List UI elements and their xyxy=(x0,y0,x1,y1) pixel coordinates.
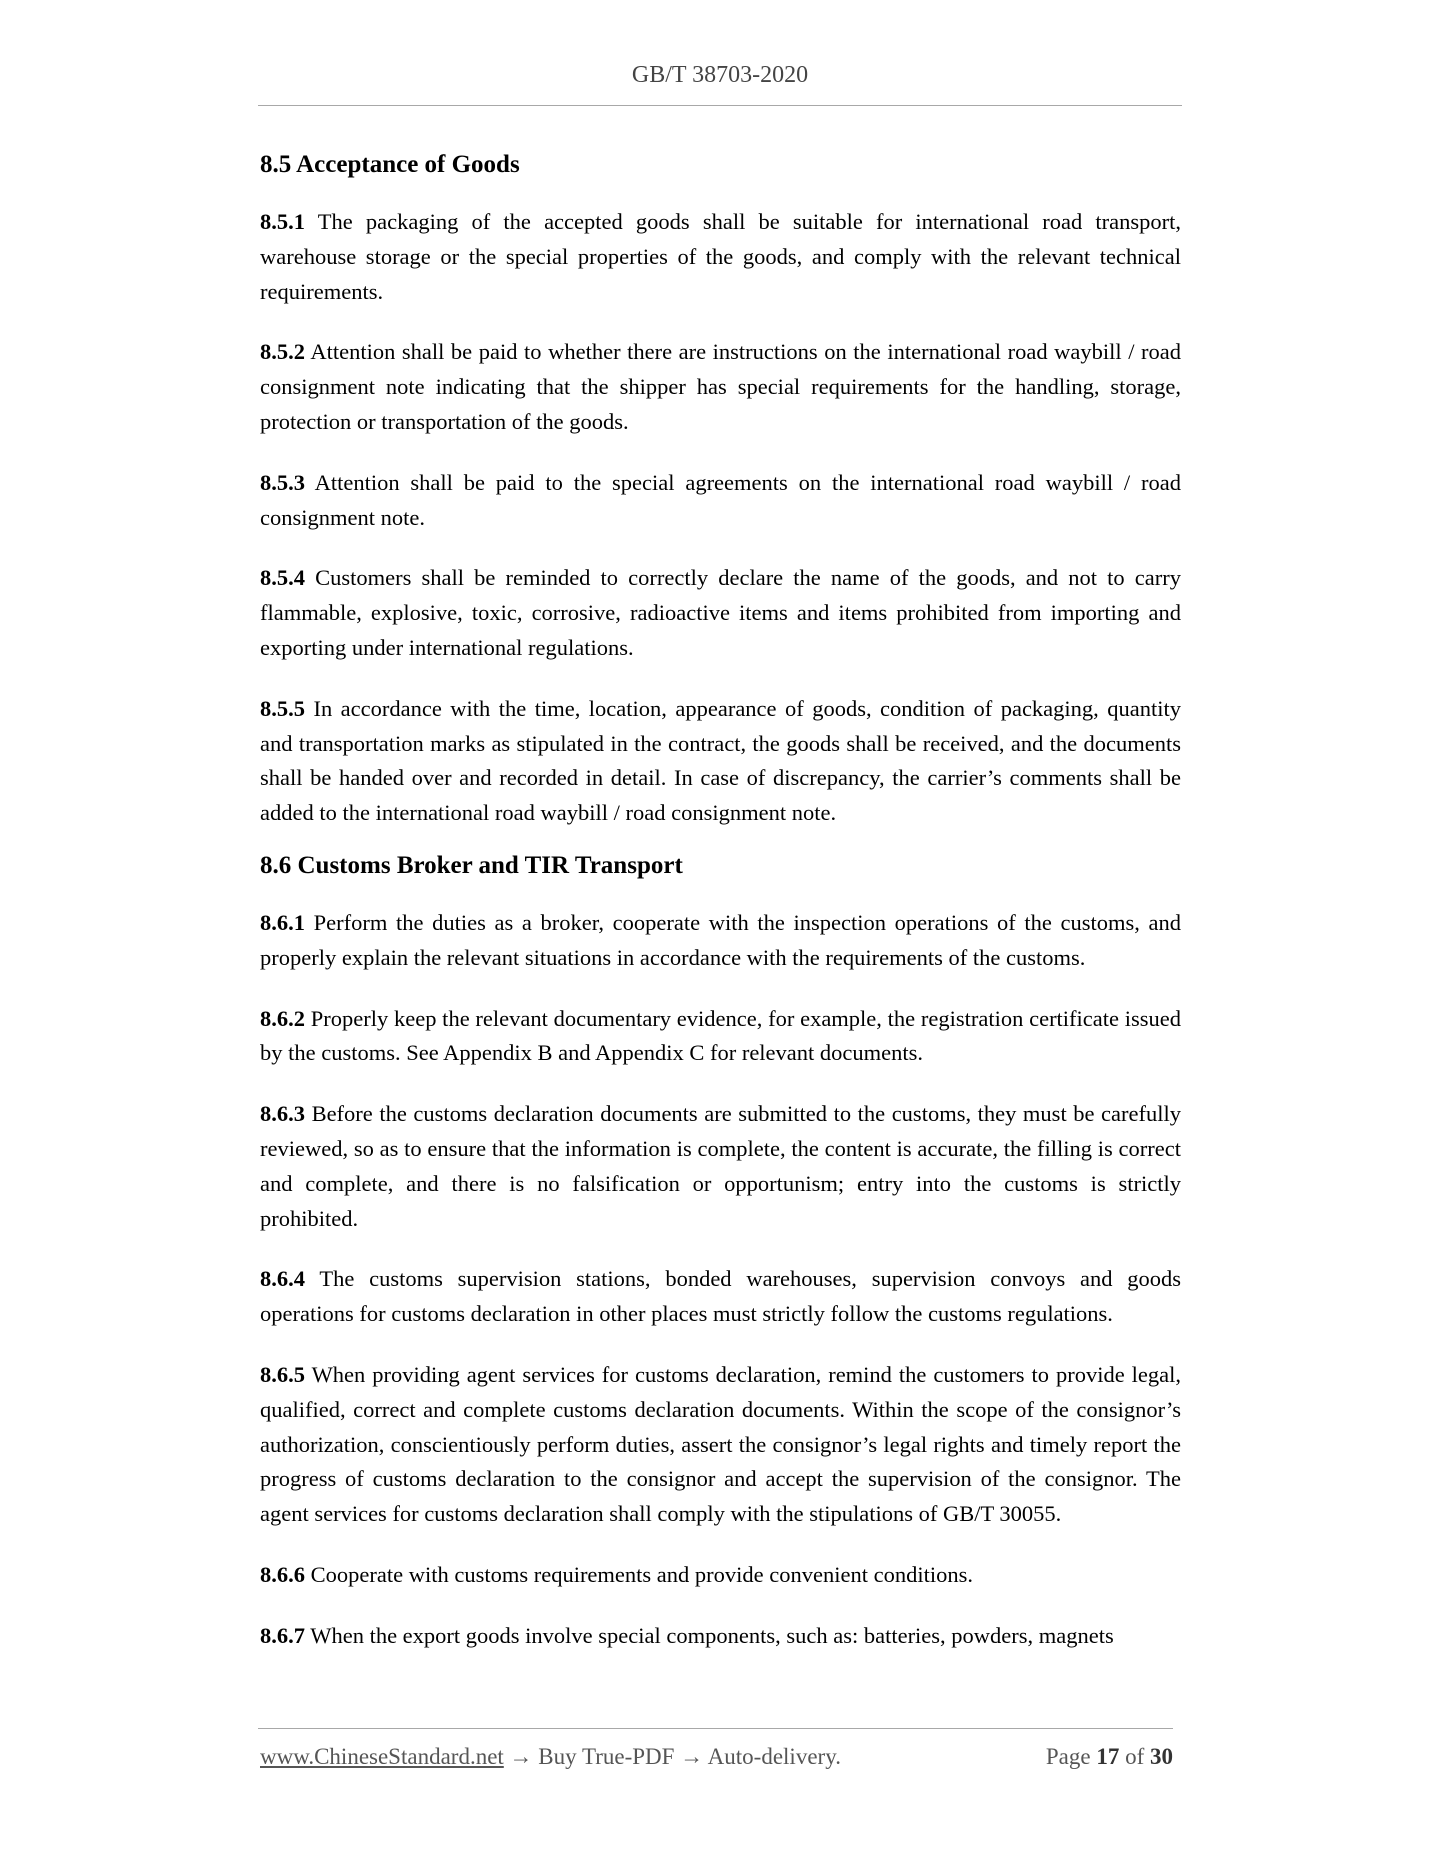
document-body xyxy=(260,148,1181,1654)
header-divider xyxy=(258,105,1182,106)
clause-text: Customers shall be reminded to correctly declare the name of the goods, and not to carry flammable, explosive, toxic, corrosive, radioactive items and items prohibited from importing and exporting under international regulations. xyxy=(260,565,1181,660)
buy-pdf-text: Buy True-PDF xyxy=(538,1744,675,1769)
section-title-8-5: 8.5 Acceptance of Goods xyxy=(260,151,520,178)
section-title-8-6: 8.6 Customs Broker and TIR Transport xyxy=(260,851,683,879)
of-word: of xyxy=(1125,1744,1145,1769)
clause-8-6-4 xyxy=(260,1262,1181,1332)
clause-number: 8.5.3 xyxy=(260,469,305,495)
auto-delivery-text: Auto-delivery. xyxy=(707,1744,841,1769)
clause-8-6-3 xyxy=(260,1097,1181,1236)
page-word: Page xyxy=(1045,1744,1091,1769)
footer-divider xyxy=(258,1728,1173,1729)
clause-text: In accordance with the time, location, appearance of goods, condition of packaging, quantity and transportation marks as stipulated in the contract, the goods shall be received, and the documents shall be handed over and recorded in detail. In case of discrepancy, the carrier’s comments shall be added to the international road waybill / road consignment note. xyxy=(260,695,1181,826)
clause-8-6-2 xyxy=(260,1002,1181,1072)
clause-number: 8.6.4 xyxy=(260,1266,305,1292)
clause-text: Cooperate with customs requirements and provide convenient conditions. xyxy=(310,1561,973,1587)
clause-number: 8.5.1 xyxy=(260,209,305,234)
clause-8-5-1 xyxy=(260,205,1181,309)
document-id-header: GB/T 38703-2020 xyxy=(631,62,809,88)
page-indicator xyxy=(1046,1744,1173,1770)
arrow-icon: → xyxy=(509,1744,533,1769)
clause-8-5-4 xyxy=(260,561,1181,665)
clause-text: When providing agent services for customs declaration, remind the customers to provide legal, qualified, correct and complete customs declaration documents. Within the scope of the consignor’s authorization, conscientiously perform duties, assert the consignor’s legal rights and timely report the progress of customs declaration to the consignor and accept the supervision of the consignor. The agent services for customs declaration shall comply with the stipulations of GB/T 30055. xyxy=(260,1361,1182,1527)
clause-8-6-1 xyxy=(260,906,1181,976)
clause-number: 8.6.5 xyxy=(260,1361,305,1387)
clause-text: Properly keep the relevant documentary evidence, for example, the registration certificate issued by the customs. See Appendix B and Appendix C for relevant documents. xyxy=(260,1005,1182,1066)
clause-number: 8.6.6 xyxy=(260,1561,305,1587)
clause-text: When the export goods involve special components, such as: batteries, powders, magnets xyxy=(310,1622,1114,1648)
clause-number: 8.6.3 xyxy=(260,1101,305,1127)
clause-text: Attention shall be paid to whether there are instructions on the international road waybill / road consignment note indicating that the shipper has special requirements for the handling, storage, protection or transportation of the goods. xyxy=(260,339,1181,434)
clause-8-6-6 xyxy=(260,1558,1181,1593)
site-link[interactable]: www.ChineseStandard.net xyxy=(260,1744,504,1769)
footer-promo xyxy=(260,1744,841,1770)
clause-text: Before the customs declaration documents are submitted to the customs, they must be carefully reviewed, so as to ensure that the information is complete, the content is accurate, the filling is correct and complete, and there is no falsification or opportunism; entry into the customs is strictly prohibited. xyxy=(260,1101,1181,1231)
clause-text: The customs supervision stations, bonded warehouses, supervision convoys and goods operations for customs declaration in other places must strictly follow the customs regulations. xyxy=(260,1266,1181,1327)
clause-8-5-5 xyxy=(260,692,1181,831)
clause-number: 8.6.1 xyxy=(260,909,305,935)
clause-number: 8.5.5 xyxy=(260,695,305,721)
clause-8-6-7 xyxy=(260,1619,1181,1654)
clause-text: Perform the duties as a broker, cooperate with the inspection operations of the customs, and properly explain the relevant situations in accordance with the requirements of the customs. xyxy=(260,909,1182,970)
clause-number: 8.5.2 xyxy=(260,339,305,365)
clause-8-5-3 xyxy=(260,466,1181,536)
arrow-icon: → xyxy=(680,1744,704,1769)
clause-8-5-2 xyxy=(260,335,1181,439)
total-pages-number: 30 xyxy=(1150,1744,1173,1769)
clause-8-6-5 xyxy=(260,1358,1181,1532)
clause-text: Attention shall be paid to the special agreements on the international road waybill / road consignment note. xyxy=(260,469,1181,530)
clause-number: 8.6.7 xyxy=(260,1622,305,1648)
clause-number: 8.6.2 xyxy=(260,1005,305,1031)
clause-number: 8.5.4 xyxy=(260,565,305,591)
current-page-number: 17 xyxy=(1096,1744,1120,1769)
clause-text: The packaging of the accepted goods shall be suitable for international road transport, warehouse storage or the special properties of the goods, and comply with the relevant technical requirements. xyxy=(260,209,1182,304)
